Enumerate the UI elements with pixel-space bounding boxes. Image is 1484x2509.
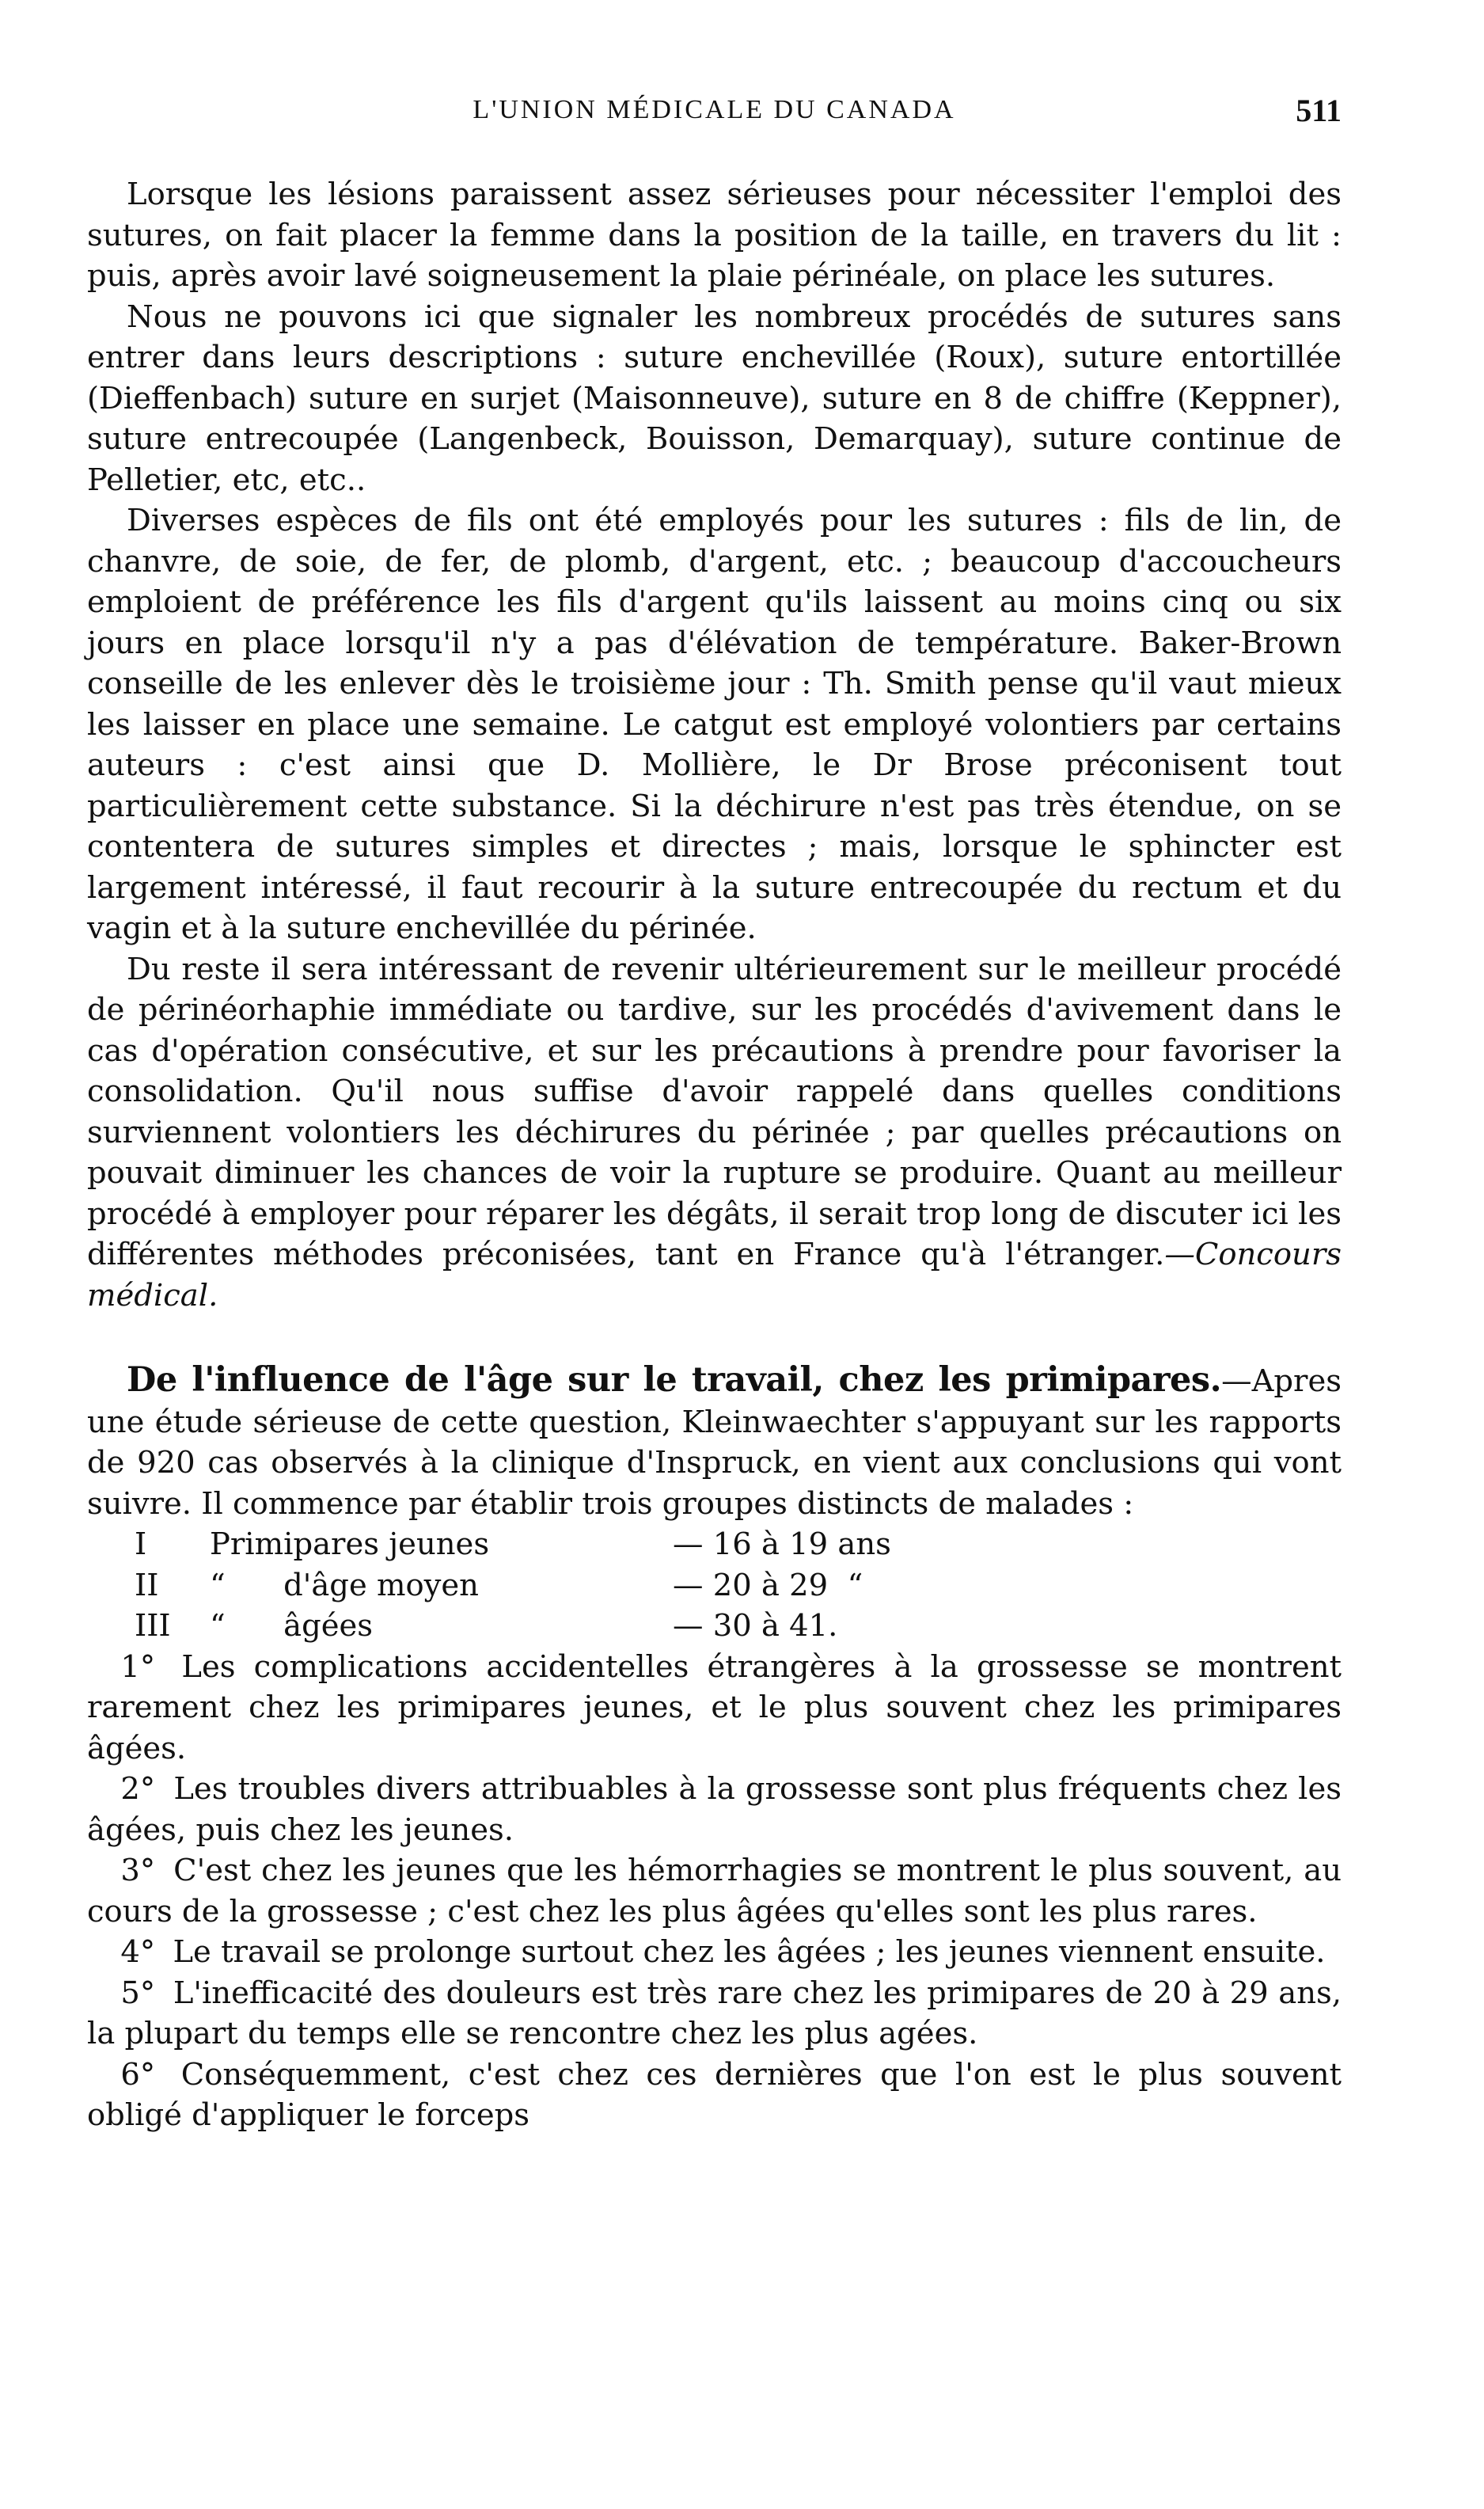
section-intro bbox=[87, 1360, 1342, 1524]
observation-text: Le travail se prolonge surtout chez les âgées ; les jeunes viennent ensuite. bbox=[173, 1934, 1326, 1970]
observation-number: 5° bbox=[120, 1975, 156, 2011]
observation-number: 1° bbox=[120, 1648, 156, 1685]
section-title: De l'influence de l'âge sur le travail, chez les primipares. bbox=[127, 1360, 1222, 1400]
group-row bbox=[87, 1565, 1342, 1606]
observation bbox=[87, 1850, 1342, 1932]
observation-number: 4° bbox=[120, 1934, 156, 1970]
running-title: L'UNION MÉDICALE DU CANADA bbox=[473, 95, 956, 124]
group-row bbox=[87, 1606, 1342, 1647]
group-number: I bbox=[135, 1526, 147, 1562]
observation-number: 2° bbox=[120, 1771, 156, 1807]
group-age-range: — 30 à 41. bbox=[673, 1608, 838, 1644]
group-label: “ d'âge moyen bbox=[210, 1567, 479, 1603]
page-header bbox=[87, 95, 1342, 143]
observation-text: L'inefficacité des douleurs est très rare chez les primipares de 20 à 29 ans, la plupart du temps elle se rencontre chez les plus agées. bbox=[87, 1975, 1342, 2051]
age-groups bbox=[87, 1524, 1342, 1647]
observation bbox=[87, 2055, 1342, 2136]
group-number: III bbox=[135, 1608, 171, 1644]
page-number: 511 bbox=[1296, 93, 1342, 128]
observation-text: Les troubles divers attribuables à la grossesse sont plus fréquents chez les âgées, puis chez les jeunes. bbox=[87, 1771, 1342, 1848]
paragraph: Nous ne pouvons ici que signaler les nombreux procédés de sutures sans entrer dans leurs descriptions : suture enchevillée (Roux), suture entortillée (Dieffenbach) suture en surjet (Maisonneuve), suture en 8 de chiffre (Keppner), suture entrecoupée (Langenbeck, Bouisson, Demarquay), suture continue de Pelletier, etc, etc.. bbox=[87, 298, 1342, 498]
observation-number: 3° bbox=[120, 1853, 156, 1888]
group-number: II bbox=[135, 1567, 159, 1603]
group-age-range: — 20 à 29 “ bbox=[673, 1567, 863, 1603]
observation-text: C'est chez les jeunes que les hémorrhagies se montrent le plus souvent, au cours de la grossesse ; c'est chez les plus âgées qu'elles sont les plus rares. bbox=[87, 1853, 1342, 1929]
observation-text: Les complications accidentelles étrangères à la grossesse se montrent rarement chez les primipares jeunes, et le plus souvent chez les primipares âgées. bbox=[87, 1648, 1342, 1766]
observation bbox=[87, 1769, 1342, 1850]
observation bbox=[87, 1973, 1342, 2055]
observation bbox=[87, 1647, 1342, 1770]
group-age-range: — 16 à 19 ans bbox=[673, 1526, 891, 1562]
paragraph: Diverses espèces de fils ont été employés pour les sutures : fils de lin, de chanvre, de soie, de fer, de plomb, d'argent, etc. ; beaucoup d'accoucheurs emploient de préférence les fils d'argent qu'ils laissent au moins cinq ou six jours en place lorsqu'il n'y a pas d'élévation de température. Baker-Brown conseille de les enlever dès le troisième jour : Th. Smith pense qu'il vaut mieux les laisser en place une semaine. Le catgut est employé volontiers par certains auteurs : c'est ainsi que D. Mollière, le Dr Brose préconisent tout particulièrement cette substance. Si la déchirure n'est pas très étendue, on se contentera de sutures simples et directes ; mais, lorsque le sphincter est largement intéressé, il faut recourir à la suture entrecoupée du rectum et du vagin et à la suture enchevillée du périnée. bbox=[87, 503, 1342, 946]
group-label: Primipares jeunes bbox=[210, 1526, 490, 1562]
paragraph bbox=[87, 949, 1342, 1317]
group-label: “ âgées bbox=[210, 1608, 374, 1644]
paragraph: Lorsque les lésions paraissent assez sérieuses pour nécessiter l'emploi des sutures, on fait placer la femme dans la position de la taille, en travers du lit : puis, après avoir lavé soigneusement la plaie périnéale, on place les sutures. bbox=[87, 177, 1342, 294]
section-intro-text: —Apres une étude sérieuse de cette question, Kleinwaechter s'appuyant sur les rapports de 920 cas observés à la clinique d'Inspruck, en vient aux conclusions qui vont suivre. Il commence par établir trois groupes distincts de malades : bbox=[87, 1363, 1342, 1522]
observation bbox=[87, 1932, 1342, 1973]
group-row bbox=[87, 1524, 1342, 1565]
paragraph-text: Du reste il sera intéressant de revenir ultérieurement sur le meilleur procédé de périnéorhaphie immédiate ou tardive, sur les procédés d'avivement dans le cas d'opération consécutive, et sur les précautions à prendre pour favoriser la consolidation. Qu'il nous suffise d'avoir rappelé dans quelles conditions surviennent volontiers les déchirures du périnée ; par quelles précautions on pouvait diminuer les chances de voir la rupture se produire. Quant au meilleur procédé à employer pour réparer les dégâts, il serait trop long de discuter ici les différentes méthodes préconisées, tant en France qu'à l'étranger. bbox=[87, 951, 1342, 1272]
observation-number: 6° bbox=[120, 2056, 156, 2093]
source-citation: —Concours médical. bbox=[87, 1237, 1342, 1313]
article-body bbox=[87, 174, 1342, 2136]
observation-text: Conséquemment, c'est chez ces dernières que l'on est le plus souvent obligé d'appliquer le forceps bbox=[87, 2056, 1342, 2133]
